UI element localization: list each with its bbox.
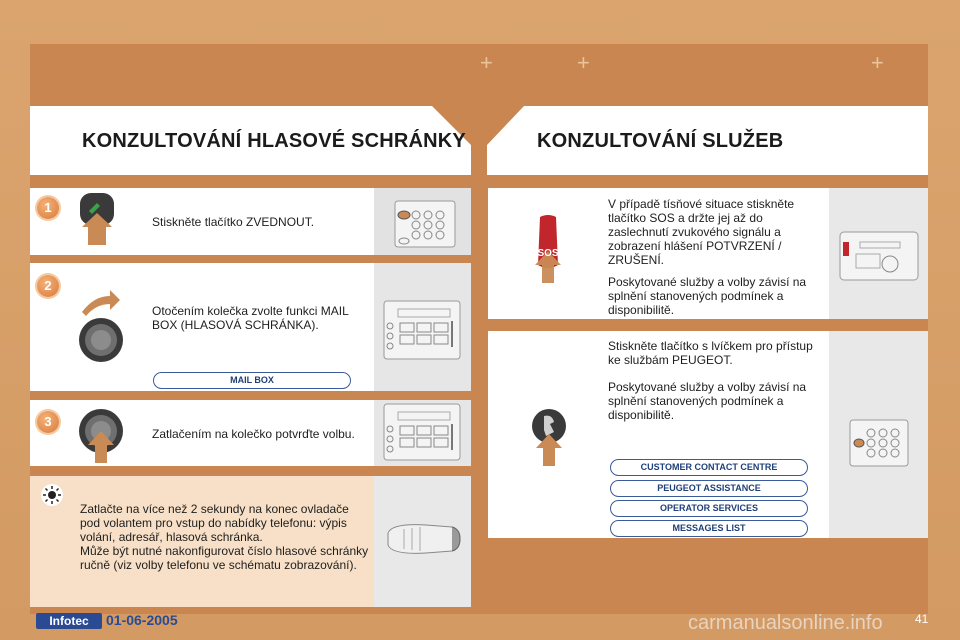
infotec-logo: Infotec [36, 613, 102, 629]
operator-services-menu-item[interactable]: OPERATOR SERVICES [610, 500, 808, 517]
mail-box-menu-item[interactable]: MAIL BOX [153, 372, 351, 389]
right-section-title: KONZULTOVÁNÍ SLUŽEB [537, 130, 784, 152]
page-number: 41 [915, 612, 929, 626]
step-number: 1 [37, 197, 59, 219]
messages-list-menu-item[interactable]: MESSAGES LIST [610, 520, 808, 537]
peugeot-assistance-menu-item[interactable]: PEUGEOT ASSISTANCE [610, 480, 808, 497]
keypad-drawing [395, 201, 457, 249]
radio-with-sos-drawing [840, 232, 920, 282]
step-number: 2 [37, 275, 59, 297]
tip-text: Zatlačte na více než 2 sekundy na konec ovladače pod volantem pro vstup do nabídky telefonu: výpis volání, adresář, hlasová schránka. Může být nutné nakonfigurovat číslo hlasové schránky ručně (viz volby telefonu ve schématu zobrazování). [80, 502, 369, 572]
tip-lamp-icon [40, 483, 64, 507]
sos-text: V případě tísňové situace stiskněte tlačítko SOS a držte jej až do zaslechnutí zvukového signálu a zobrazení hlášení POTVRZENÍ / ZRUŠENÍ. [608, 197, 795, 267]
keypad-drawing [850, 420, 910, 468]
peugeot-access-text: Stiskněte tlačítko s lvíčkem pro přístup ke službám PEUGEOT. [608, 339, 813, 367]
services-condition-text: Poskytované služby a volby závisí na splnění stanovených podmínek a disponibilitě. [608, 380, 807, 422]
radio-drawing [384, 404, 462, 462]
decor-plus: + [871, 50, 884, 75]
sos-label: SOS [537, 248, 559, 259]
footer-date: 01-06-2005 [106, 612, 178, 628]
step-number: 3 [37, 411, 59, 433]
step-1-text: Stiskněte tlačítko ZVEDNOUT. [152, 215, 315, 229]
press-wheel-icon [78, 405, 124, 465]
customer-contact-centre-menu-item[interactable]: CUSTOMER CONTACT CENTRE [610, 459, 808, 476]
step-3-text: Zatlačením na kolečko potvrďte volbu. [152, 427, 355, 441]
decor-plus: + [480, 50, 493, 75]
pickup-button-icon [78, 193, 118, 248]
services-condition-text: Poskytované služby a volby závisí na splnění stanovených podmínek a disponibilitě. [608, 275, 807, 317]
watermark: carmanualsonline.info [688, 612, 883, 634]
rotate-wheel-icon [76, 290, 126, 370]
left-section-title: KONZULTOVÁNÍ HLASOVÉ SCHRÁNKY [82, 130, 466, 152]
lion-button-icon [530, 408, 570, 468]
step-2-text: Otočením kolečka zvolte funkci MAIL BOX (HLASOVÁ SCHRÁNKA). [152, 304, 349, 332]
stalk-drawing [386, 515, 466, 563]
decor-plus: + [577, 50, 590, 75]
radio-drawing [384, 301, 462, 361]
